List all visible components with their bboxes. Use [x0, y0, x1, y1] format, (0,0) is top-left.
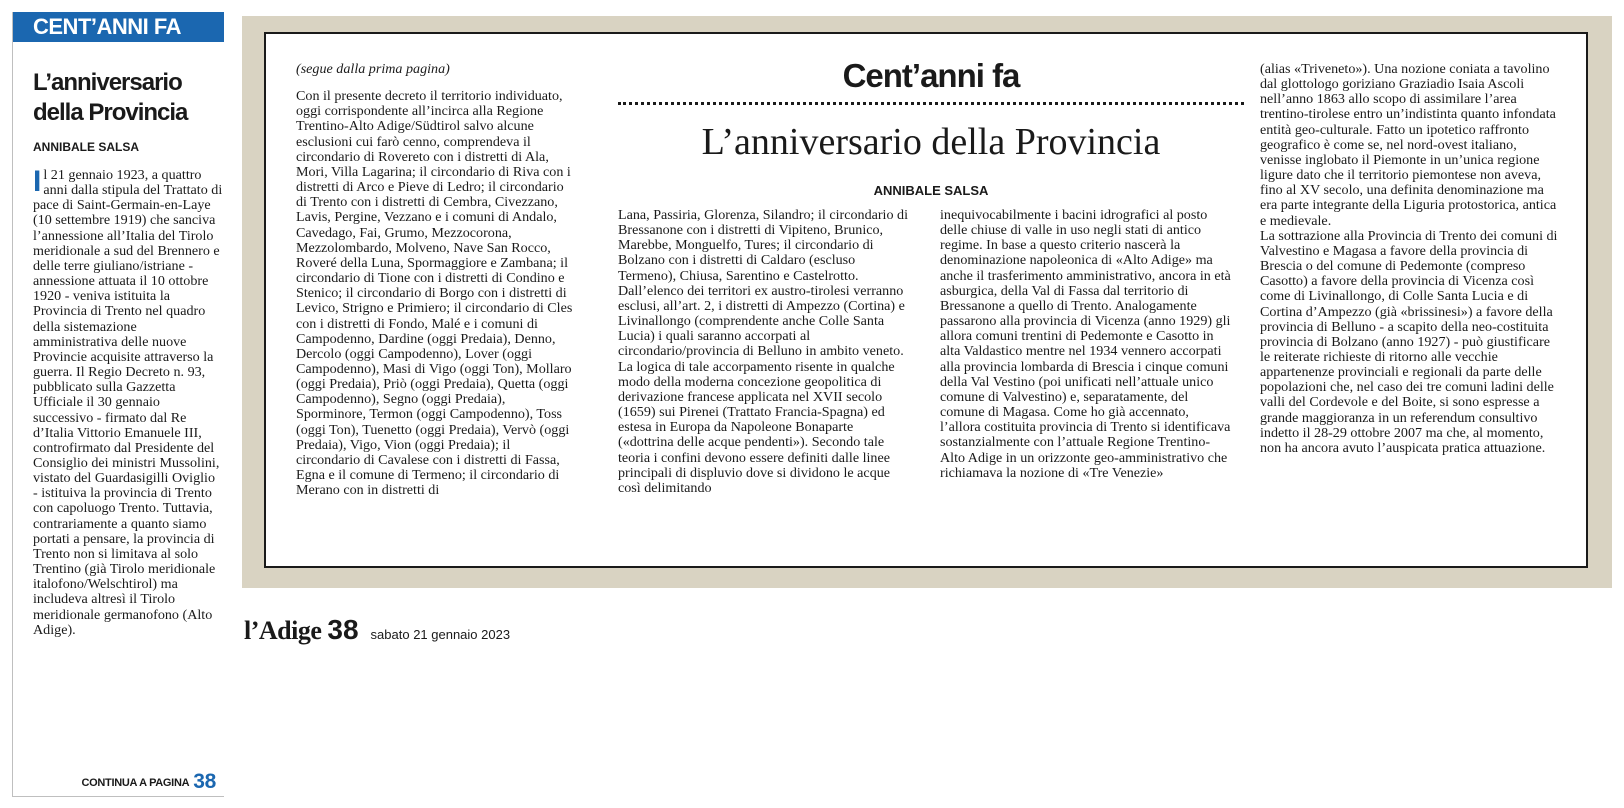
- teaser-title: L’anniversario della Provincia: [33, 69, 188, 126]
- section-header: CENT’ANNI FA: [13, 12, 224, 42]
- article-column-3: inequivocabilmente i bacini idrografici al posto delle chiuse di valle in uso negli stati di antico regime. In base a questo criterio nascerà la denominazione napoleonica di «Alto Adige» ma anche il trasferimento amministrativo, ancora in età asburgica, della Val di Fassa dal territorio di Bressanone a quello di Trento. Analogamente passarono alla provincia di Vicenza (anno 1929) gli allora comuni trentini di Pedemonte e Casotto in alta Valdastico mentre nel 1934 vennero accorpati alla provincia lombarda di Brescia i cinque comuni della Val Vestino (poi unificati nell’attuale unico comune di Valvestino) e, separatamente, del comune di Magasa. Come ho già accennato, l’allora costituita provincia di Trento si identificava sostanzialmente con l’attuale Regione Trentino-Alto Adige in un orizzonte geo-amministrativo che richiamava la nozione di «Tre Venezie»: [940, 207, 1231, 481]
- article-header: [618, 56, 1244, 198]
- continue-label: CONTINUA A PAGINA: [81, 777, 190, 789]
- page-footer: [244, 614, 510, 646]
- newspaper-logo: l’Adige: [244, 616, 322, 645]
- article-frame: [242, 16, 1612, 588]
- article-column-4: [1260, 62, 1560, 456]
- article-author: ANNIBALE SALSA: [873, 183, 989, 198]
- continued-note: (segue dalla prima pagina): [296, 61, 450, 77]
- teaser-body: [33, 165, 223, 638]
- article-column-2: Lana, Passiria, Glorenza, Silandro; il circondario di Bressanone con i distretti di Vipiteno, Brunico, Marebbe, Monguelfo, Tures; il circondario di Bolzano con i distretti di Caldaro (escluso Termeno), Chiusa, Sarentino e Castelrotto. Dall’elenco dei territori ex austro-tirolesi verranno esclusi, all’art. 2, i distretti di Ampezzo (Cortina) e Livinallongo (comprendente anche Colle Santa Lucia) i quali saranno accorpati al circondario/provincia di Belluno in ambito veneto. La logica di tale accorpamento risente in qualche modo della moderna concezione geopolitica di derivazione francese applicata nel XVII secolo (1659) sui Pirenei (Trattato Francia-Spagna) ed estesa in Europa da Napoleone Bonaparte («dottrina delle acque pendenti»). Secondo tale teoria i confini devono essere definiti dalle linee principali di displuvio dove si dividono le acque così delimitando: [618, 207, 909, 496]
- drop-cap: I: [33, 165, 42, 198]
- teaser-text: l 21 gennaio 1923, a quattro anni dalla stipula del Trattato di pace di Saint-Germain-en-Laye (10 settembre 1919) che sanciva l’annessione all’Italia del Tirolo meridionale a sud del Brennero e delle terre giuliano/istriane - annessione attuata il 10 ottobre 1920 - veniva istituita la Provincia di Trento nel quadro della sistemazione amministrativa delle nuove Provincie acquisite attraverso la guerra. Il Regio Decreto n. 93, pubblicato sulla Gazzetta Ufficiale il 30 gennaio successivo - firmato dal Re d’Italia Vittorio Emanuele III, controfirmato dal Presidente del Consiglio dei ministri Mussolini, vistato del Guardasigilli Oviglio - istituiva la provincia di Trento con capoluogo Trento. Tuttavia, contrariamente a quanto siamo portati a pensare, la provincia di Trento non si limitava al solo Trentino (già Tirolo meridionale italofono/Welschtirol) ma includeva altresì il Tirolo meridionale germanofono (Alto Adige).: [33, 167, 223, 638]
- column-text: Con il presente decreto il territorio individuato, oggi corrispondente all’incirca alla Regione Trentino-Alto Adige/Südtirol salvo alcune esclusioni cui farò cenno, comprendeva il circondario di Rovereto con i distretti di Ala, Mori, Villa Lagarina; il circondario di Riva con i distretti di Arco e Pieve di Ledro; il circondario di Trento con i distretti di Cembra, Civezzano, Lavis, Pergine, Vezzano e i comuni di Andalo, Cavedago, Fai, Grumo, Mezzocorona, Mezzolombardo, Molveno, Nave San Rocco, Roveré della Luna, Spormaggiore e Zambana; il circondario di Tione con i distretti di Condino e Stenico; il circondario di Borgo con i distretti di Levico, Strigno e Primiero; il circondario di Cles con i distretti di Fondo, Malé e i comuni di Campodenno, Dardine (oggi Predaia), Denno, Dercolo (oggi Campodenno), Lover (oggi Campodenno), Masi di Vigo (oggi Ton), Mollaro (oggi Predaia), Priò (oggi Predaia), Quetta (oggi Campodenno), Segno (oggi Predaia), Sporminore, Termon (oggi Campodenno), Toss (oggi Ton), Tuenetto (oggi Predaia), Vervò (oggi Predaia), Vigo, Vion (oggi Predaia); il circondario di Cavalese con i distretti di Fassa, Egna e il comune di Termeno; il circondario di Merano con in distretti di: [296, 88, 573, 499]
- continue-link[interactable]: [81, 770, 216, 794]
- page-number: 38: [327, 614, 359, 645]
- article-column-1: [296, 62, 576, 498]
- continue-page-number: 38: [193, 770, 216, 793]
- teaser-author: ANNIBALE SALSA: [33, 140, 140, 154]
- column-text: La sottrazione alla Provincia di Trento dei comuni di Valvestino e Magasa a favore della provincia di Brescia o del comune di Pedemonte (compreso Casotto) a favore della provincia di Vicenza così come di Livinallongo, di Colle Santa Lucia e di Cortina d’Ampezzo (già «brissinesi») a favore della provincia di Belluno - a scapito della neo-costituita provincia di Bolzano (anno 1927) - può giustificare le reiterate richieste di ritorno alle vecchie appartenenze provinciali e regionali da parte delle popolazioni che, nel caso dei tre comuni ladini delle valli del Cordevole e del Boite, si sono espresse a grande maggioranza in un referendum consultivo indetto il 28-29 ottobre 2007 ma che, al momento, non ha ancora avuto l’auspicata pratica attuazione.: [1260, 227, 1558, 456]
- article-title: L’anniversario della Provincia: [701, 121, 1161, 163]
- article-rubric: Cent’anni fa: [618, 56, 1244, 105]
- issue-date: sabato 21 gennaio 2023: [370, 627, 511, 642]
- article-box: [264, 32, 1588, 568]
- column-text: (alias «Triveneto»). Una nozione coniata a tavolino dal glottologo goriziano Graziadio Isaia Ascoli nell’anno 1863 allo scopo di assimilare l’area trentino-tirolese entro un’indistinta quanto infondata entità geo-culturale. Fatto un ipotetico raffronto geografico è come se, nel nord-ovest italiano, venisse inglobato il Piemonte in un’unica regione ligure dato che il territorio piemontese non aveva, fino al XV secolo, una definita denominazione ma era parte integrante della Liguria protostorica, antica e medievale.: [1260, 61, 1557, 229]
- front-teaser-column: [12, 12, 224, 797]
